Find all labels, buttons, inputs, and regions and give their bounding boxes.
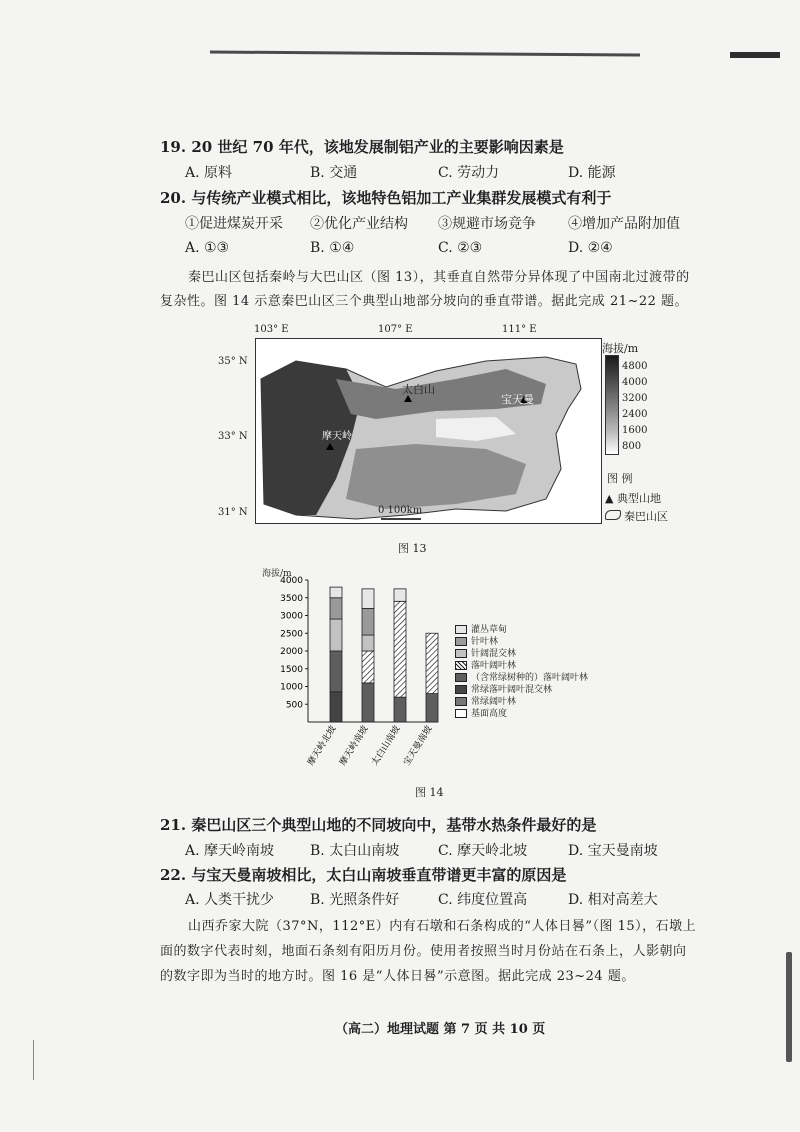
intro-23-24-line2: 面的数字代表时刻，地面石条刻有阳历月份。使用者按照当时月份站在石条上，人影朝向 [160, 944, 687, 959]
legend-label: 灌丛草甸 [471, 625, 508, 635]
legend-title: 海拔/m [602, 342, 639, 355]
bar-segment-2-（含常绿树种的）落叶阔叶林 [394, 697, 406, 722]
y-tick-label-3500: 3500 [280, 593, 303, 604]
chart-legend [455, 624, 595, 720]
q19-option-a: A. 原料 [185, 165, 233, 181]
bar-segment-0-常绿落叶阔叶混交林 [330, 692, 342, 722]
lon-label-103: 103° E [254, 324, 289, 335]
y-tick-label-1500: 1500 [280, 664, 303, 675]
chart-legend-item [455, 684, 595, 696]
bar-segment-0-针叶林 [330, 598, 342, 619]
legend-label: 基面高度 [471, 709, 508, 719]
lat-label-35: 35° N [218, 356, 248, 367]
bar-segment-2-灌丛草甸 [394, 589, 406, 601]
scan-edge-mark [730, 52, 780, 58]
q19-option-c: C. 劳动力 [438, 165, 500, 181]
chart-legend-item [455, 636, 595, 648]
figure13-caption: 图 13 [398, 542, 427, 555]
chart-legend-item [455, 648, 595, 660]
lon-label-107: 107° E [378, 324, 413, 335]
q22-option-c: C. 纬度位置高 [438, 892, 528, 908]
intro-23-24-line3: 的数字即为当时的地方时。图 16 是“人体日晷”示意图。据此完成 23~24 题。 [160, 969, 635, 984]
q20-item-4: ④增加产品附加值 [568, 216, 680, 232]
legend-qinba-region [605, 508, 668, 524]
q19-option-b: B. 交通 [310, 165, 358, 181]
y-tick-label-2500: 2500 [280, 629, 303, 640]
bar-segment-0-灌丛草甸 [330, 587, 342, 598]
legend-3200: 3200 [622, 393, 648, 404]
legend-800: 800 [622, 441, 642, 452]
q20-item-2: ②优化产业结构 [310, 216, 408, 232]
chart-legend-item [455, 708, 595, 720]
bar-segment-1-（含常绿树种的）落叶阔叶林 [362, 683, 374, 722]
x-tick-label-0: 摩天岭北坡 [306, 724, 339, 768]
legend-label: 针叶林 [471, 637, 499, 647]
bar-segment-2-落叶阔叶林 [394, 601, 406, 697]
chart-legend-item [455, 660, 595, 672]
intro-23-24-line1: 山西乔家大院（37°N，112°E）内有石墩和石条构成的“人体日晷”（图 15），石墩上 [188, 919, 697, 934]
legend-heading: 图 例 [607, 472, 633, 485]
q22-option-b: B. 光照条件好 [310, 892, 400, 908]
bar-segment-1-针阔混交林 [362, 635, 374, 651]
legend-label: 常绿阔叶林 [471, 697, 517, 707]
y-tick-label-4000: 4000 [280, 576, 303, 586]
q22-option-a: A. 人类干扰少 [185, 892, 275, 908]
x-tick-label-2: 太白山南坡 [370, 724, 403, 768]
legend-4000: 4000 [622, 377, 648, 388]
legend-label: 落叶阔叶林 [471, 661, 517, 671]
bar-segment-3-（含常绿树种的）落叶阔叶林 [426, 694, 438, 722]
legend-2400: 2400 [622, 409, 648, 420]
lat-label-31: 31° N [218, 507, 248, 518]
map-svg [256, 339, 601, 523]
legend-1600: 1600 [622, 425, 648, 436]
y-tick-label-500: 500 [285, 700, 303, 711]
scan-edge-bar [786, 952, 792, 1062]
q22-option-d: D. 相对高差大 [568, 892, 658, 908]
bar-segment-3-落叶阔叶林 [426, 633, 438, 693]
q20-option-d: D. ②④ [568, 240, 613, 256]
qinba-relief-map [255, 338, 602, 524]
place-motianling: 摩天岭 [322, 431, 352, 442]
place-baotianman: 宝天曼 [501, 393, 534, 406]
q20-item-3: ③规避市场竞争 [438, 216, 536, 232]
legend-swatch [455, 661, 467, 670]
q21-option-c: C. 摩天岭北坡 [438, 843, 528, 859]
legend-label: 常绿落叶阔叶混交林 [471, 685, 553, 695]
q20-option-a: A. ①③ [185, 240, 230, 256]
q21-stem: 21. 秦巴山区三个典型山地的不同坡向中，基带水热条件最好的是 [160, 816, 597, 834]
legend-label: （含常绿树种的）落叶阔叶林 [471, 673, 589, 683]
legend-swatch [455, 685, 467, 694]
legend-qinba-label: 秦巴山区 [624, 510, 668, 523]
q20-stem: 20. 与传统产业模式相比，该地特色铝加工产业集群发展模式有利于 [160, 189, 612, 207]
intro-21-22-line2: 复杂性。图 14 示意秦巴山区三个典型山地部分坡向的垂直带谱。据此完成 21~22 题。 [160, 294, 689, 309]
outline-icon [605, 510, 621, 520]
legend-swatch [455, 649, 467, 658]
y-tick-label-2000: 2000 [280, 647, 303, 657]
bar-segment-0-（含常绿树种的）落叶阔叶林 [330, 651, 342, 692]
legend-swatch [455, 625, 467, 634]
chart-legend-item [455, 696, 595, 708]
legend-swatch [455, 637, 467, 646]
bar-segment-1-灌丛草甸 [362, 589, 374, 609]
figure14-caption: 图 14 [415, 786, 444, 799]
legend-4800: 4800 [622, 361, 648, 372]
q19-stem: 19. 20 世纪 70 年代，该地发展制铝产业的主要影响因素是 [160, 138, 564, 156]
legend-swatch [455, 697, 467, 706]
q22-stem: 22. 与宝天曼南坡相比，太白山南坡垂直带谱更丰富的原因是 [160, 866, 567, 884]
chart-legend-item [455, 624, 595, 636]
x-tick-label-3: 宝天曼南坡 [402, 724, 435, 768]
legend-label: 针阔混交林 [471, 649, 517, 659]
x-tick-label-1: 摩天岭南坡 [338, 724, 371, 768]
q20-item-1: ①促进煤炭开采 [185, 216, 283, 232]
y-tick-label-1000: 1000 [280, 682, 303, 693]
scan-edge-left [33, 1040, 34, 1080]
q19-option-d: D. 能源 [568, 165, 616, 181]
q20-option-b: B. ①④ [310, 240, 355, 256]
bar-segment-1-针叶林 [362, 608, 374, 635]
chart-ylabel: 海拔/m [262, 569, 292, 579]
q21-option-a: A. 摩天岭南坡 [185, 843, 275, 859]
legend-swatch [455, 709, 467, 718]
legend-typical-mountain: ▲ 典型山地 [605, 492, 661, 505]
q21-option-b: B. 太白山南坡 [310, 843, 400, 859]
chart-legend-item [455, 672, 595, 684]
lat-label-33: 33° N [218, 431, 248, 442]
bar-segment-0-针阔混交林 [330, 619, 342, 651]
scale-label: 0 100km [378, 505, 423, 516]
intro-21-22-line1: 秦巴山区包括秦岭与大巴山区（图 13），其垂直自然带分异体现了中国南北过渡带的 [188, 270, 690, 285]
lon-label-111: 111° E [502, 324, 537, 335]
scan-edge-line [210, 50, 640, 56]
legend-swatch [455, 673, 467, 682]
y-tick-label-3000: 3000 [280, 611, 303, 622]
q20-option-c: C. ②③ [438, 240, 483, 256]
place-taibaishan: 太白山 [402, 383, 435, 396]
page-footer: （高二）地理试题 第 7 页 共 10 页 [335, 1022, 546, 1037]
bar-segment-1-落叶阔叶林 [362, 651, 374, 683]
q21-option-d: D. 宝天曼南坡 [568, 843, 658, 859]
elevation-legend-bar [605, 355, 619, 455]
